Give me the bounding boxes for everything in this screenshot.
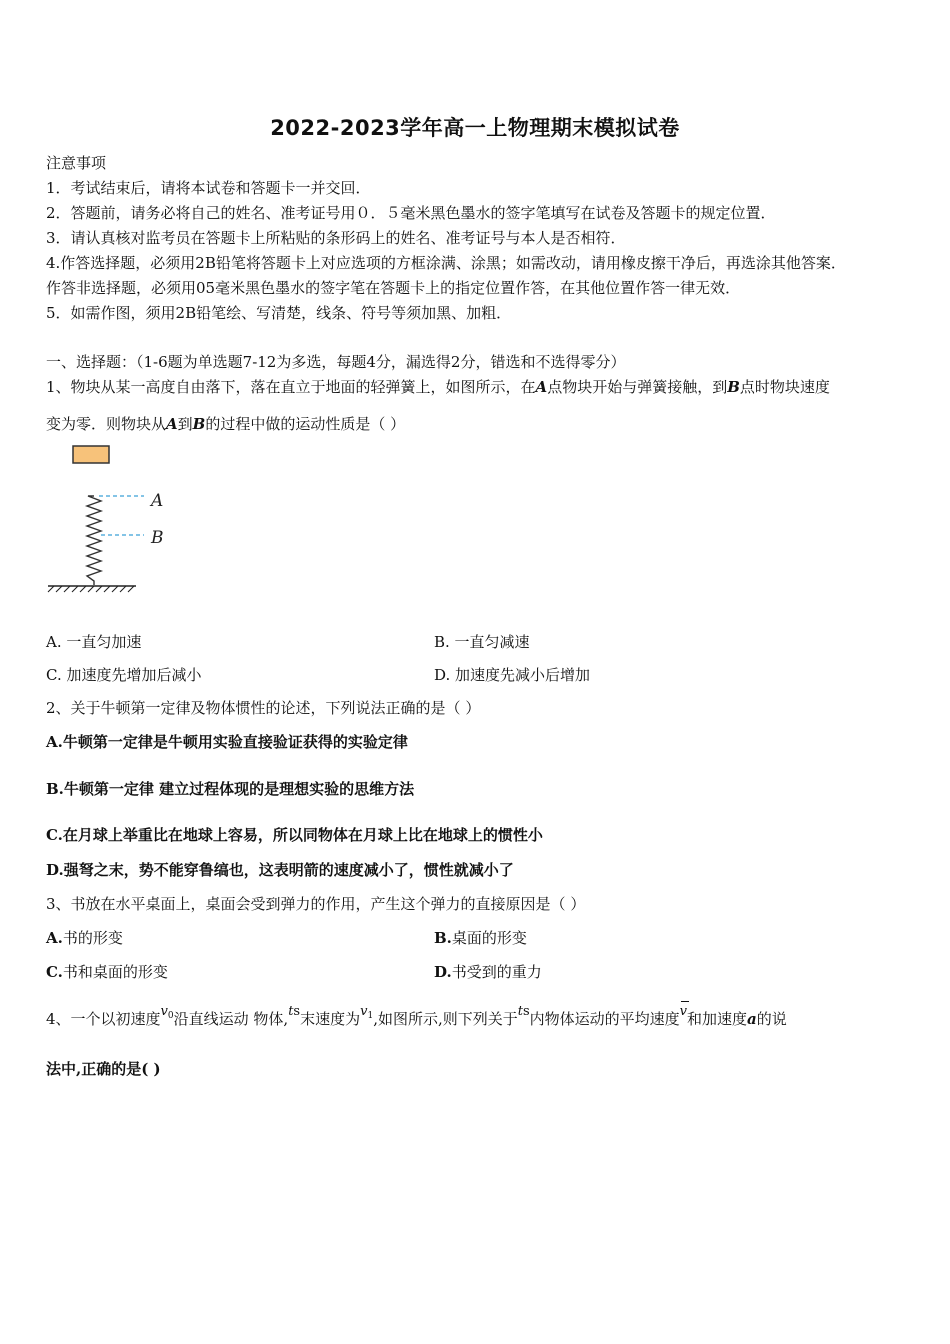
- section-heading: 一、选择题：（1-6题为单选题7-12为多选，每题4分，漏选得2分，错选和不选得零分）: [46, 353, 626, 371]
- point-b-label: B: [727, 378, 740, 396]
- label-a: A: [151, 491, 164, 511]
- t-symbol: ts: [288, 1004, 301, 1019]
- notice-item: 1．考试结束后，请将本试卷和答题卡一并交回．: [46, 179, 371, 197]
- q3-option-a: A.书的形变: [46, 929, 123, 947]
- spring: [87, 496, 101, 585]
- notice-item: 4.作答选择题，必须用2B铅笔将答题卡上对应选项的方框涂满、涂黑；如需改动，请用橡皮擦干净后，再选涂其他答案．: [46, 254, 846, 272]
- v0-symbol: $v_0$: [160, 1004, 174, 1021]
- notice-item: 5．如需作图，须用2B铅笔绘、写清楚，线条、符号等须加黑、加粗．: [46, 304, 512, 322]
- q2-option-c: C.在月球上举重比在地球上容易，所以同物体在月球上比在地球上的惯性小: [46, 826, 543, 844]
- q2-option-b: B.牛顿第一定律 建立过程体现的是理想实验的思维方法: [46, 780, 415, 798]
- notice-item: 3．请认真核对监考员在答题卡上所粘贴的条形码上的姓名、准考证号与本人是否相符．: [46, 229, 626, 247]
- q2-option-a: A.牛顿第一定律是牛顿用实验直接验证获得的实验定律: [46, 733, 408, 751]
- notice-item: 2．答题前，请务必将自己的姓名、准考证号用０．５毫米黑色墨水的签字笔填写在试卷及答题卡的规定位置．: [46, 204, 776, 222]
- q1-option-d: D. 加速度先减小后增加: [434, 666, 591, 684]
- notice-heading: 注意事项: [46, 154, 107, 172]
- ground-hatching: [48, 586, 134, 592]
- spring-diagram: [44, 442, 184, 594]
- q3-option-c: C.书和桌面的形变: [46, 963, 168, 981]
- q3-option-b: B.桌面的形变: [434, 929, 527, 947]
- point-a-label: A: [535, 378, 548, 396]
- v-bar-symbol: v: [679, 1004, 688, 1019]
- label-b: B: [151, 528, 164, 548]
- q1-stem-line1: 1、物块从某一高度自由落下，落在直立于地面的轻弹簧上，如图所示，在A点物块开始与弹簧接触，到B点时物块速度: [46, 378, 830, 396]
- q1-option-c: C. 加速度先增加后减小: [46, 666, 202, 684]
- page-title: 2022-2023学年高一上物理期末模拟试卷: [270, 116, 680, 140]
- block: [73, 446, 109, 463]
- q4-stem-line1: 4、一个以初速度$v_0$沿直线运动 物体,ts末速度为$v_1$,如图所示,则下列关于ts内物体运动的平均速度v和加速度a的说: [46, 1004, 787, 1028]
- q2-option-d: D.强弩之末，势不能穿鲁缟也，这表明箭的速度减小了，惯性就减小了: [46, 861, 514, 879]
- t-symbol: ts: [517, 1004, 530, 1019]
- v1-symbol: $v_1$: [360, 1004, 374, 1021]
- q1-option-a: A. 一直匀加速: [46, 633, 142, 651]
- q1-stem-line2: 变为零．则物块从A到B的过程中做的运动性质是（ ）: [46, 415, 406, 433]
- q2-stem: 2、关于牛顿第一定律及物体惯性的论述，下列说法正确的是（ ）: [46, 699, 481, 717]
- q4-stem-line2: 法中,正确的是( ): [46, 1060, 161, 1078]
- q3-option-d: D.书受到的重力: [434, 963, 542, 981]
- q1-option-b: B. 一直匀减速: [434, 633, 530, 651]
- notice-item: 作答非选择题，必须用05毫米黑色墨水的签字笔在答题卡上的指定位置作答，在其他位置作答一律无效．: [46, 279, 741, 297]
- q3-stem: 3、书放在水平桌面上，桌面会受到弹力的作用，产生这个弹力的直接原因是（ ）: [46, 895, 586, 913]
- a-symbol: a: [747, 1010, 757, 1028]
